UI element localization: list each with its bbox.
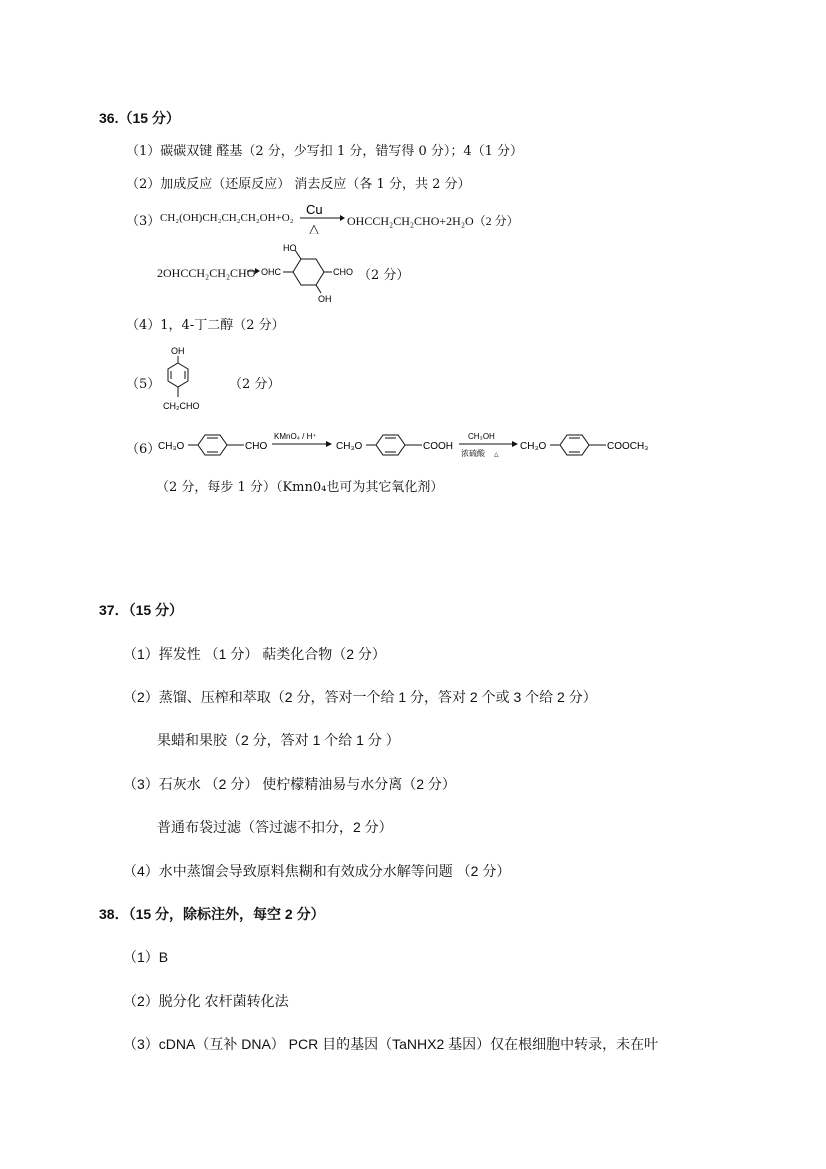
q36-line-6-note: （2 分，每步 1 分）（Kmn0₄也可为其它氧化剂） — [156, 480, 444, 495]
q37-line-1: （1）挥发性 （1 分） 萜类化合物（2 分） — [123, 646, 386, 662]
q36-line-5-score: （2 分） — [229, 377, 281, 392]
m1-ch3o: CH₃O — [158, 441, 185, 452]
heat-symbol: △ — [309, 221, 319, 234]
q36-line-5-num: （5） — [126, 377, 161, 392]
m2-cooh: COOH — [423, 441, 453, 452]
q36-heading: 36.（15 分） — [99, 110, 180, 126]
q36-line-4: （4）1，4-丁二醇（2 分） — [126, 318, 285, 333]
q38-line-1: （1）B — [123, 949, 169, 965]
dimer-ring-structure — [247, 240, 365, 304]
catalyst-label: Cu — [306, 202, 323, 217]
q37-line-3b: 普通布袋过滤（答过滤不扣分，2 分） — [157, 819, 393, 835]
q36-line-2: （2）加成反应（还原反应） 消去反应（各 1 分，共 2 分） — [126, 177, 471, 192]
q37-line-2: （2）蒸馏、压榨和萃取（2 分，答对一个给 1 分，答对 2 个或 3 个给 2 分） — [123, 689, 597, 705]
structure-oh-label: OH — [171, 346, 185, 356]
q36-dimer-score: （2 分） — [358, 268, 410, 283]
structure-ch2cho-label: CH₂CHO — [163, 401, 200, 411]
q38-line-3: （3）cDNA（互补 DNA） PCR 目的基因（TaNHX2 基因）仅在根细胞中转录，未在叶 — [123, 1036, 659, 1052]
q36-line-3-product: OHCCH₂CH₂CHO+2H₂O（2 分） — [347, 214, 519, 228]
q37-heading: 37．（15 分） — [99, 602, 184, 618]
q37-line-4: （4）水中蒸馏会导致原料焦糊和有效成分水解等问题 （2 分） — [123, 863, 511, 879]
q38-line-2: （2）脱分化 农杆菌转化法 — [123, 993, 289, 1009]
q38-heading: 38．（15 分，除标注外，每空 2 分） — [99, 906, 325, 922]
ring-ho-label: HO — [283, 243, 297, 253]
q36-dimer-reactant: 2OHCCH₂CH₂CHO — [157, 266, 256, 280]
q36-line-1: （1）碳碳双键 醛基（2 分，少写扣 1 分，错写得 0 分）；4（1 分） — [126, 144, 524, 159]
m2-ch3o: CH₃O — [336, 441, 363, 452]
q36-line-3-num: （3） — [126, 214, 161, 229]
q36-line-3-reactant: CH₂(OH)CH₂CH₂CH₂OH+O₂ — [160, 212, 294, 224]
m3-ch3o: CH₃O — [520, 441, 547, 452]
ring-ohc-label: OHC — [261, 267, 281, 277]
phenol-acetaldehyde-structure — [158, 343, 218, 415]
ring-oh-label: OH — [318, 294, 332, 304]
q37-line-3: （3）石灰水 （2 分） 使柠檬精油易与水分离（2 分） — [123, 776, 456, 792]
cu-heat-arrow — [298, 200, 346, 234]
reagent-sulfuric-acid: 浓硫酸 — [461, 449, 485, 458]
ring-cho-label: CHO — [333, 267, 353, 277]
q36-line-6-num: （6） — [126, 442, 161, 457]
q37-line-2b: 果蜡和果胶（2 分，答对 1 个给 1 分 ） — [157, 732, 400, 748]
reagent-kmno4: KMnO₄ / H⁺ — [274, 432, 317, 441]
m1-cho: CHO — [245, 441, 268, 452]
oxidation-esterification-scheme — [156, 425, 676, 465]
m3-cooch3: COOCH₃ — [607, 441, 649, 452]
reagent-methanol: CH₃OH — [468, 432, 495, 441]
reagent-heat: △ — [494, 452, 499, 458]
